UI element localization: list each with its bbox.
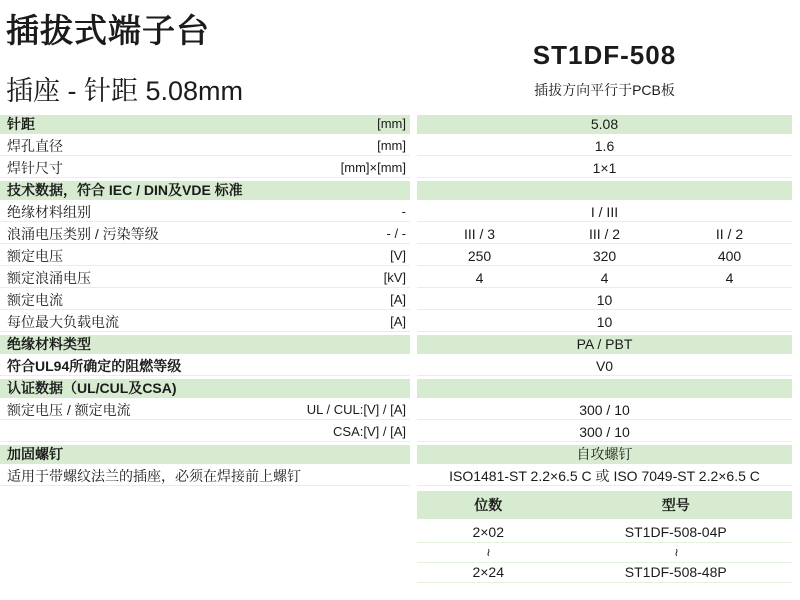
order-cell-value: 2×24 (472, 564, 505, 580)
spec-label-cell (0, 357, 410, 376)
order-cell-value: ST1DF-508-04P (624, 524, 727, 540)
spec-value-cell (417, 115, 792, 134)
spec-label-cell (0, 467, 410, 486)
spec-label: 适用于带螺纹法兰的插座，必须在焊接前上螺钉 (7, 468, 301, 484)
spec-label: 浪涌电压类别 / 污染等级 (7, 226, 159, 242)
spec-label-cell (0, 225, 410, 244)
spec-label: 符合UL94所确定的阻燃等级 (7, 358, 182, 374)
model-header (417, 40, 792, 100)
spec-value-cell (417, 357, 792, 376)
spec-label: 焊孔直径 (7, 138, 63, 154)
spec-value: II / 2 (715, 226, 744, 242)
order-row (417, 523, 792, 543)
spec-label-cell (0, 335, 410, 354)
spec-label: 额定电压 (7, 248, 63, 264)
spec-section-row (0, 379, 800, 398)
spec-value: V0 (595, 358, 614, 374)
order-cell (417, 543, 560, 562)
spec-unit: CSA:[V] / [A] (333, 424, 406, 439)
order-cell (560, 563, 793, 582)
spec-value: 300 / 10 (579, 424, 630, 440)
spec-row (0, 467, 800, 486)
spec-values (417, 247, 792, 265)
spec-label: 针距 (7, 116, 35, 132)
spec-label: 额定电压 / 额定电流 (7, 402, 131, 418)
spec-values (417, 269, 792, 287)
spec-row (0, 225, 800, 244)
spec-value-cell (417, 379, 792, 398)
spec-value-cell (417, 467, 792, 486)
spec-label: 认证数据（UL/CUL及CSA) (7, 380, 177, 396)
spec-row (0, 401, 800, 420)
spec-value: 400 (717, 248, 742, 264)
spec-value-cell (417, 203, 792, 222)
spec-value: 1.6 (594, 138, 615, 154)
spec-value: 5.08 (590, 116, 619, 132)
spec-label-cell (0, 181, 410, 200)
spec-label-cell (0, 445, 410, 464)
spec-label: 额定浪涌电压 (7, 270, 91, 286)
spec-value-cell (417, 269, 792, 288)
spec-label-cell (0, 269, 410, 288)
spec-value: 自攻螺钉 (576, 446, 633, 462)
spec-value-cell (417, 401, 792, 420)
spec-value: 4 (725, 270, 734, 286)
spec-row (0, 269, 800, 288)
order-cell (560, 543, 793, 562)
spec-unit: [A] (390, 314, 406, 329)
spec-value: 320 (592, 248, 617, 264)
order-cell-value: ST1DF-508-48P (624, 564, 727, 580)
spec-unit: [kV] (383, 270, 406, 285)
spec-table (0, 115, 800, 486)
spec-row (0, 313, 800, 332)
spec-row (0, 137, 800, 156)
spec-unit: - / - (386, 226, 406, 241)
spec-value: 250 (467, 248, 492, 264)
order-table (417, 491, 792, 583)
spec-value-cell (417, 247, 792, 266)
order-column-header: 型号 (661, 497, 690, 513)
order-cell (417, 563, 560, 582)
spec-row (0, 357, 800, 376)
spec-row (0, 291, 800, 310)
spec-value-cell (417, 291, 792, 310)
spec-value: 4 (475, 270, 484, 286)
spec-value: 300 / 10 (579, 402, 630, 418)
spec-label-cell (0, 247, 410, 266)
order-column-header: 位数 (474, 497, 503, 513)
spec-label-cell (0, 379, 410, 398)
spec-unit: - (401, 204, 406, 219)
model-note: 插拔方向平行于PCB板 (534, 82, 675, 98)
spec-label-cell (0, 137, 410, 156)
spec-value: 10 (596, 292, 613, 308)
spec-label-cell (0, 423, 410, 442)
spec-values (417, 225, 792, 243)
spec-label: 绝缘材料类型 (7, 336, 91, 352)
wave-continuation-symbol: ~ (480, 548, 497, 557)
spec-value-cell (417, 423, 792, 442)
spec-unit: UL / CUL:[V] / [A] (306, 402, 406, 417)
spec-value: 4 (600, 270, 609, 286)
order-cell (417, 523, 560, 542)
spec-row (0, 159, 800, 178)
spec-value-cell (417, 225, 792, 244)
wave-continuation-symbol: ~ (668, 548, 685, 557)
spec-row (0, 335, 800, 354)
spec-label-cell (0, 313, 410, 332)
order-row (417, 563, 792, 583)
spec-value-cell (417, 335, 792, 354)
order-cell (560, 523, 793, 542)
order-row (417, 543, 792, 563)
spec-label: 技术数据，符合 IEC / DIN及VDE 标准 (7, 182, 243, 198)
spec-value-cell (417, 313, 792, 332)
spec-value-cell (417, 159, 792, 178)
model-number: ST1DF-508 (532, 40, 677, 70)
spec-row (0, 445, 800, 464)
spec-row (0, 203, 800, 222)
spec-unit: [mm] (377, 116, 406, 131)
spec-value-cell (417, 137, 792, 156)
spec-section-row (0, 181, 800, 200)
spec-row (0, 423, 800, 442)
spec-unit: [V] (390, 248, 406, 263)
spec-label: 焊针尺寸 (7, 160, 63, 176)
spec-value: III / 3 (463, 226, 496, 242)
spec-label-cell (0, 115, 410, 134)
spec-label: 加固螺钉 (7, 446, 63, 462)
spec-label-cell (0, 159, 410, 178)
page-subtitle: 插座 - 针距 5.08mm (6, 76, 244, 106)
spec-value: 10 (596, 314, 613, 330)
spec-value: I / III (590, 204, 619, 220)
spec-label: 额定电流 (7, 292, 63, 308)
spec-row (0, 247, 800, 266)
spec-label-cell (0, 401, 410, 420)
spec-row (0, 115, 800, 134)
page-title: 插拔式端子台 (6, 12, 210, 49)
spec-label: 每位最大负载电流 (7, 314, 119, 330)
spec-unit: [A] (390, 292, 406, 307)
spec-value: III / 2 (588, 226, 621, 242)
spec-value: 1×1 (592, 160, 617, 176)
order-table-header (417, 491, 792, 519)
spec-value: ISO1481-ST 2.2×6.5 C 或 ISO 7049-ST 2.2×6.5 C (449, 468, 760, 484)
spec-value-cell (417, 181, 792, 200)
spec-unit: [mm]×[mm] (340, 160, 406, 175)
spec-label-cell (0, 203, 410, 222)
order-cell-value: 2×02 (472, 524, 505, 540)
page-header (0, 0, 800, 115)
spec-label-cell (0, 291, 410, 310)
spec-label: 绝缘材料组别 (7, 204, 91, 220)
spec-unit: [mm] (377, 138, 406, 153)
spec-value: PA / PBT (576, 336, 633, 352)
spec-value-cell (417, 445, 792, 464)
